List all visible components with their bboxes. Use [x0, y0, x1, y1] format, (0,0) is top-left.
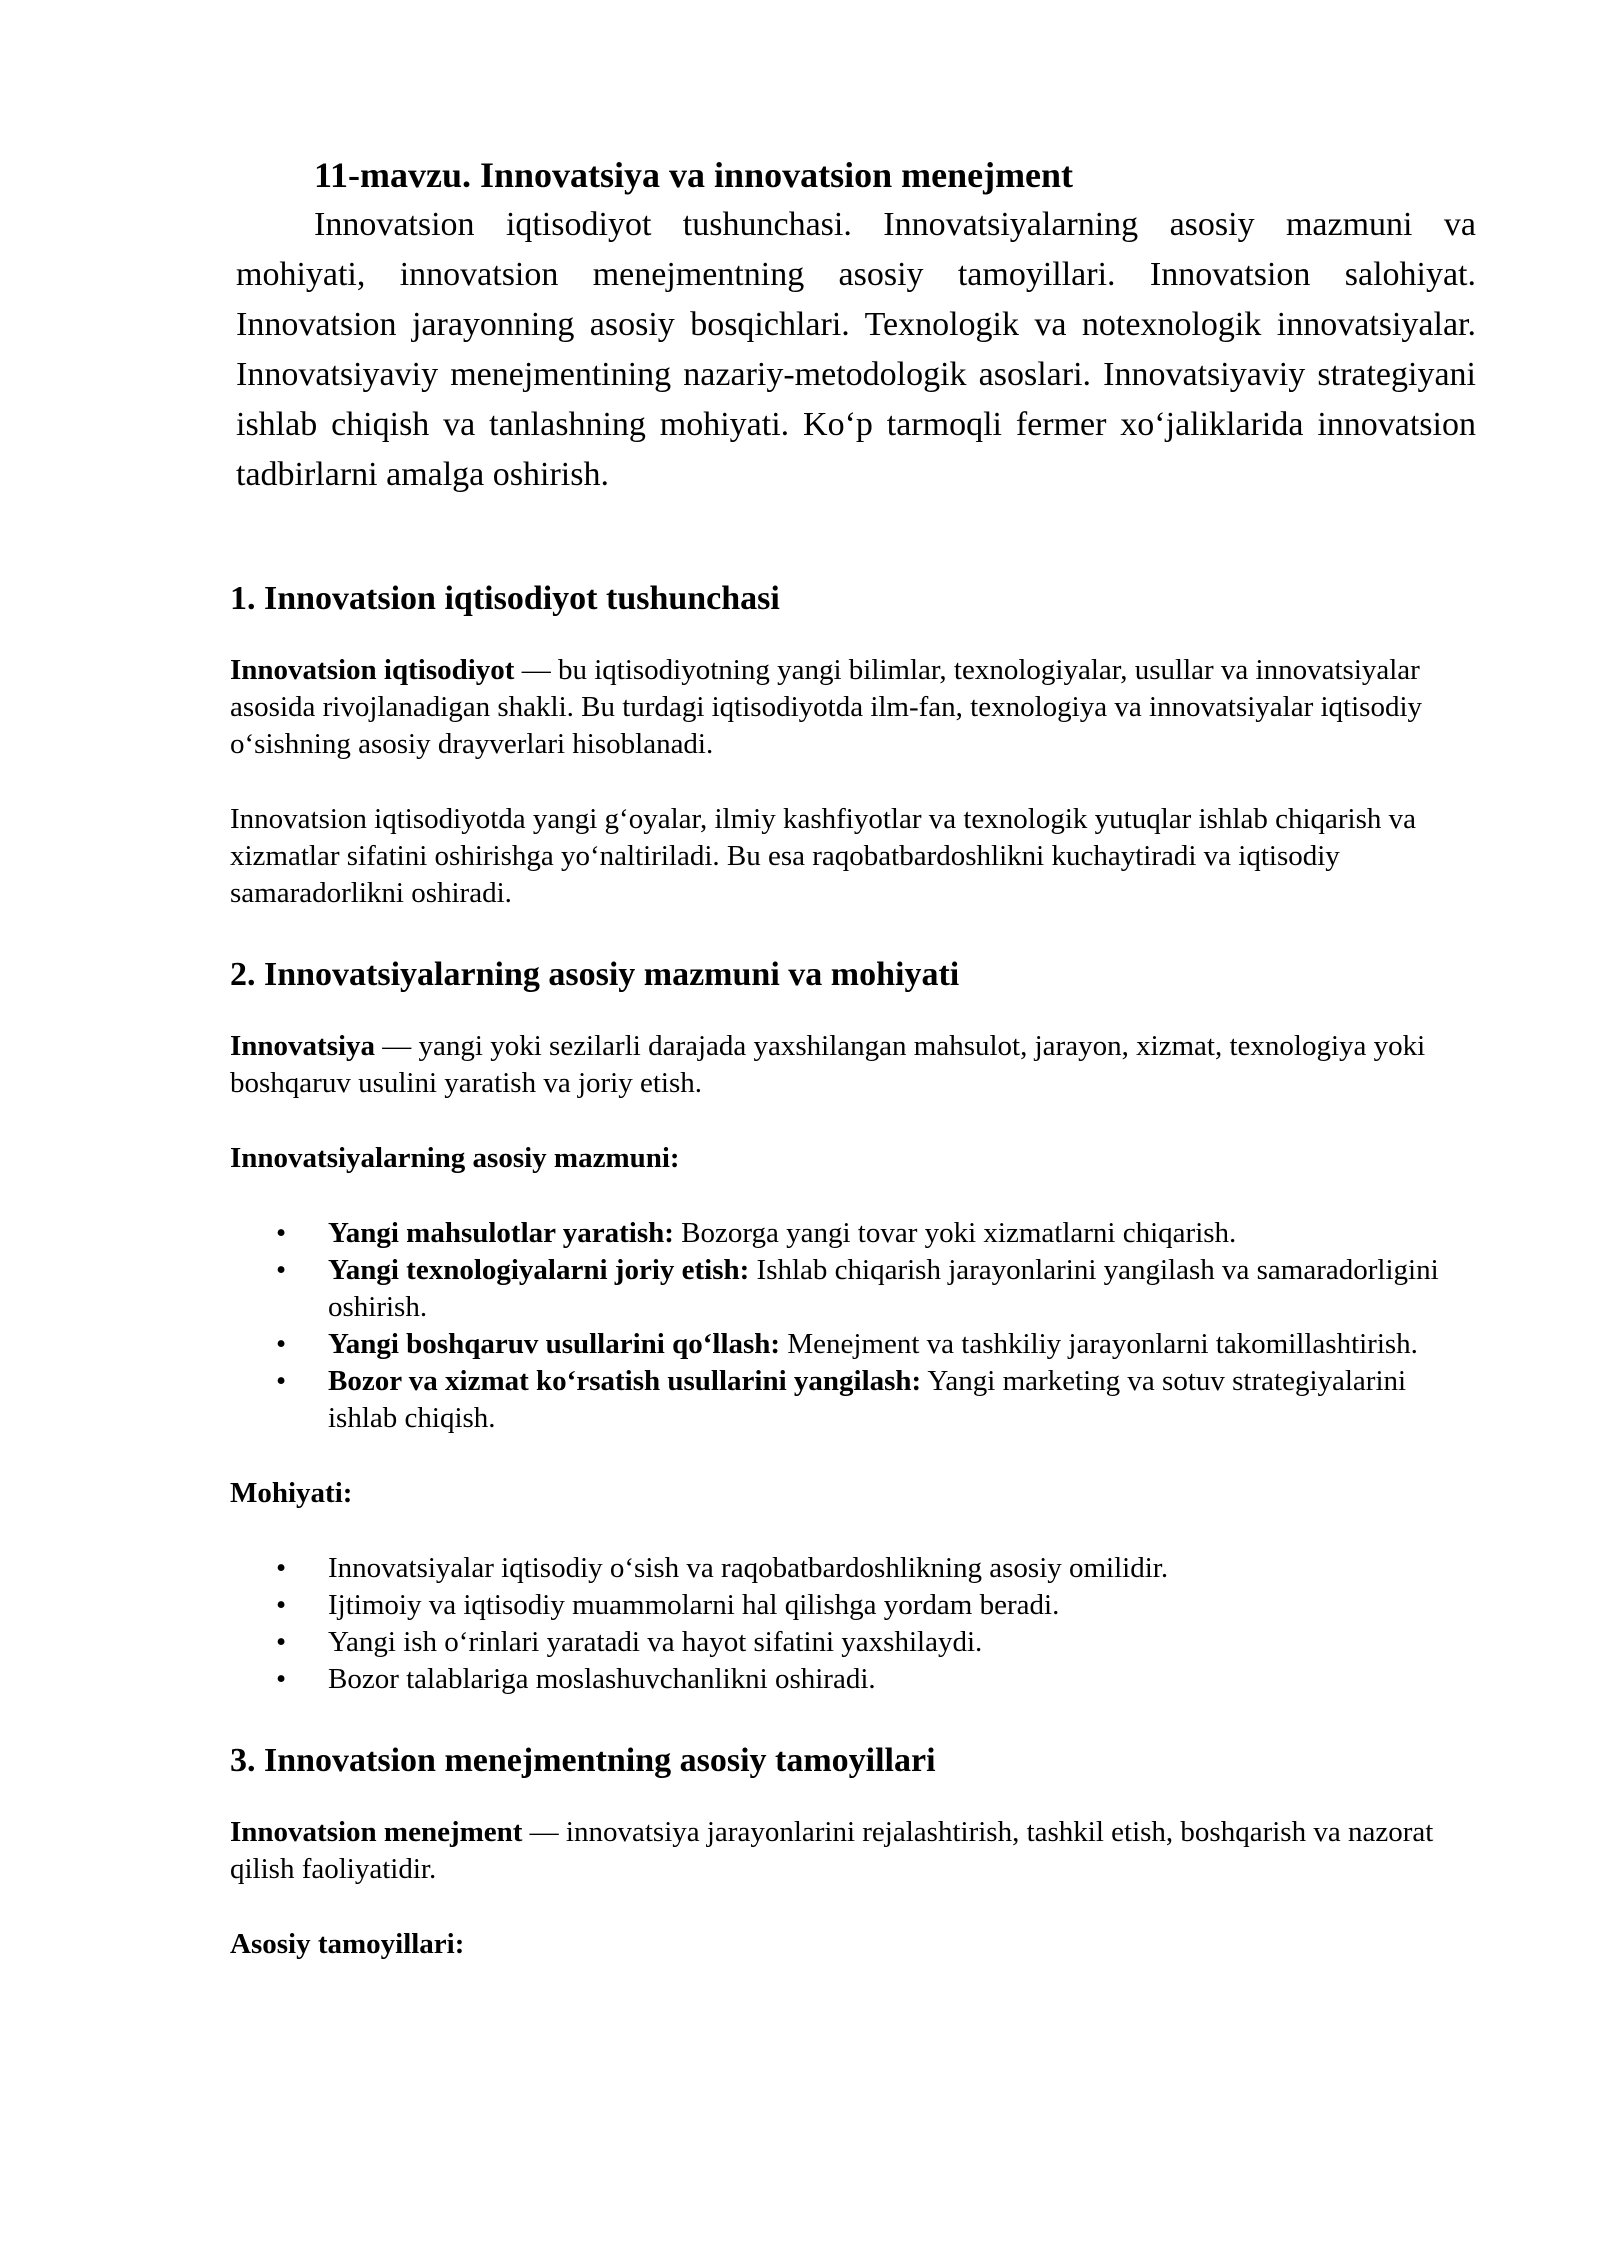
- essence-subheading: Mohiyati:: [230, 1477, 353, 1509]
- essence-list: [230, 1550, 1480, 1698]
- content-list: [230, 1215, 1480, 1437]
- content-subheading: Innovatsiyalarning asosiy mazmuni:: [230, 1142, 680, 1174]
- topic-title: 11-mavzu. Innovatsiya va innovatsion menejment: [314, 155, 1074, 195]
- section-3-heading: 3. Innovatsion menejmentning asosiy tamoyillari: [230, 1742, 936, 1779]
- list-item-text: Yangi marketing va sotuv strategiyalarini ishlab chiqish.: [328, 1365, 1407, 1434]
- list-item-text: Ishlab chiqarish jarayonlarini yangilash va samaradorligini oshirish.: [328, 1254, 1439, 1323]
- definition-term: Innovatsion menejment: [230, 1816, 523, 1848]
- list-item: [328, 1326, 1480, 1363]
- list-item: • Ijtimoiy va iqtisodiy muammolarni hal qilishga yordam beradi.: [328, 1587, 1480, 1624]
- list-item-text: Menejment va tashkiliy jarayonlarni takomillashtirish.: [780, 1328, 1418, 1360]
- list-item: [328, 1363, 1480, 1437]
- list-item-label: Yangi texnologiyalarni joriy etish:: [328, 1254, 750, 1286]
- section-1-paragraph: Innovatsion iqtisodiyotda yangi gʻoyalar, ilmiy kashfiyotlar va texnologik yutuqlar ishlab chiqarish va xizmatlar sifatini oshirishga yoʻnaltiriladi. Bu esa raqobatbardoshlikni kuchaytiradi va iqtisodiy samaradorlikni oshiradi.: [230, 803, 1416, 909]
- list-item-text: Bozorga yangi tovar yoki xizmatlarni chiqarish.: [673, 1217, 1237, 1249]
- list-item: [328, 1215, 1480, 1252]
- section-1-heading: 1. Innovatsion iqtisodiyot tushunchasi: [230, 580, 780, 617]
- list-item: • Innovatsiyalar iqtisodiy oʻsish va raqobatbardoshlikning asosiy omilidir.: [328, 1550, 1480, 1587]
- list-item: • Bozor talablariga moslashuvchanlikni oshiradi.: [328, 1661, 1480, 1698]
- list-item: [328, 1252, 1480, 1326]
- list-item-label: Yangi mahsulotlar yaratish:: [328, 1217, 674, 1249]
- definition-text: — innovatsiya jarayonlarini rejalashtirish, tashkil etish, boshqarish va nazorat qilish faoliyatidir.: [230, 1816, 1434, 1885]
- section-1-definition: [230, 652, 1480, 763]
- section-2-definition: [230, 1028, 1480, 1102]
- topic-summary: Innovatsion iqtisodiyot tushunchasi. Innovatsiyalarning asosiy mazmuni va mohiyati, innovatsion menejmentning asosiy tamoyillari. Innovatsion salohiyat. Innovatsion jarayonning asosiy bosqichlari. Texnologik va notexnologik innovatsiyalar. Innovatsiyaviy menejmentining nazariy-metodologik asoslari. Innovatsiyaviy strategiyani ishlab chiqish va tanlashning mohiyati. Koʻp tarmoqli fermer xoʻjaliklarida innovatsion tadbirlarni amalga oshirish.: [236, 206, 1476, 493]
- list-item: • Yangi ish oʻrinlari yaratadi va hayot sifatini yaxshilaydi.: [328, 1624, 1480, 1661]
- definition-text: — yangi yoki sezilarli darajada yaxshilangan mahsulot, jarayon, xizmat, texnologiya yoki boshqaruv usulini yaratish va joriy etish.: [230, 1030, 1426, 1099]
- definition-text: — bu iqtisodiyotning yangi bilimlar, texnologiyalar, usullar va innovatsiyalar asosida rivojlanadigan shakli. Bu turdagi iqtisodiyotda ilm-fan, texnologiya va innovatsiyalar iqtisodiy oʻsishning asosiy drayverlari hisoblanadi.: [230, 654, 1423, 760]
- definition-term: Innovatsiya: [230, 1030, 376, 1062]
- list-item-label: Bozor va xizmat koʻrsatish usullarini yangilash:: [328, 1365, 922, 1397]
- section-2-heading: 2. Innovatsiyalarning asosiy mazmuni va mohiyati: [230, 956, 960, 993]
- document-body: [230, 574, 1480, 2001]
- principles-subheading: Asosiy tamoyillari:: [230, 1928, 465, 1960]
- list-item-label: Yangi boshqaruv usullarini qoʻllash:: [328, 1328, 781, 1360]
- definition-term: Innovatsion iqtisodiyot: [230, 654, 515, 686]
- section-3-definition: [230, 1814, 1480, 1888]
